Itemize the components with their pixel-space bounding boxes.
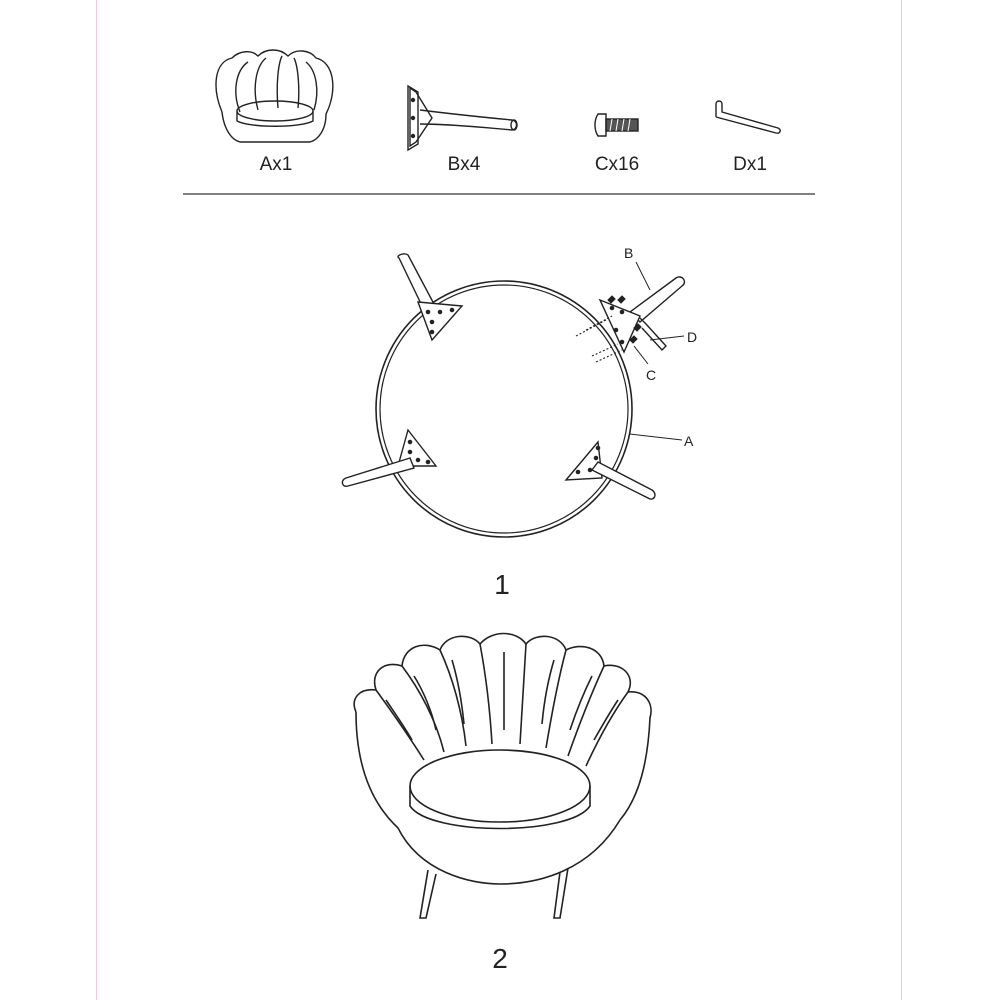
part-a-label: Ax1 <box>259 154 293 175</box>
part-b-leg-icon <box>408 86 517 150</box>
part-c-label: Cx16 <box>594 154 640 175</box>
part-d-label: Dx1 <box>733 154 767 175</box>
step1-leg-bottom-left <box>342 430 436 486</box>
part-d-allen-key-icon <box>716 101 780 133</box>
step2-assembled-chair <box>354 634 651 919</box>
part-a-chair-icon <box>216 50 333 142</box>
step2-number: 2 <box>492 943 508 974</box>
step1-leg-bottom-right <box>566 442 655 499</box>
callout-c-label: C <box>646 367 657 383</box>
callout-d-label: D <box>687 329 698 345</box>
step1-number: 1 <box>494 569 510 600</box>
step1-leg-top-left <box>398 254 462 340</box>
part-c-bolt-icon <box>595 114 638 136</box>
step1-seat-bottom <box>376 281 632 537</box>
callout-a-label: A <box>684 433 694 449</box>
part-b-label: Bx4 <box>447 154 481 175</box>
callout-b-label: B <box>624 245 634 261</box>
step1-allen-key <box>640 318 666 350</box>
